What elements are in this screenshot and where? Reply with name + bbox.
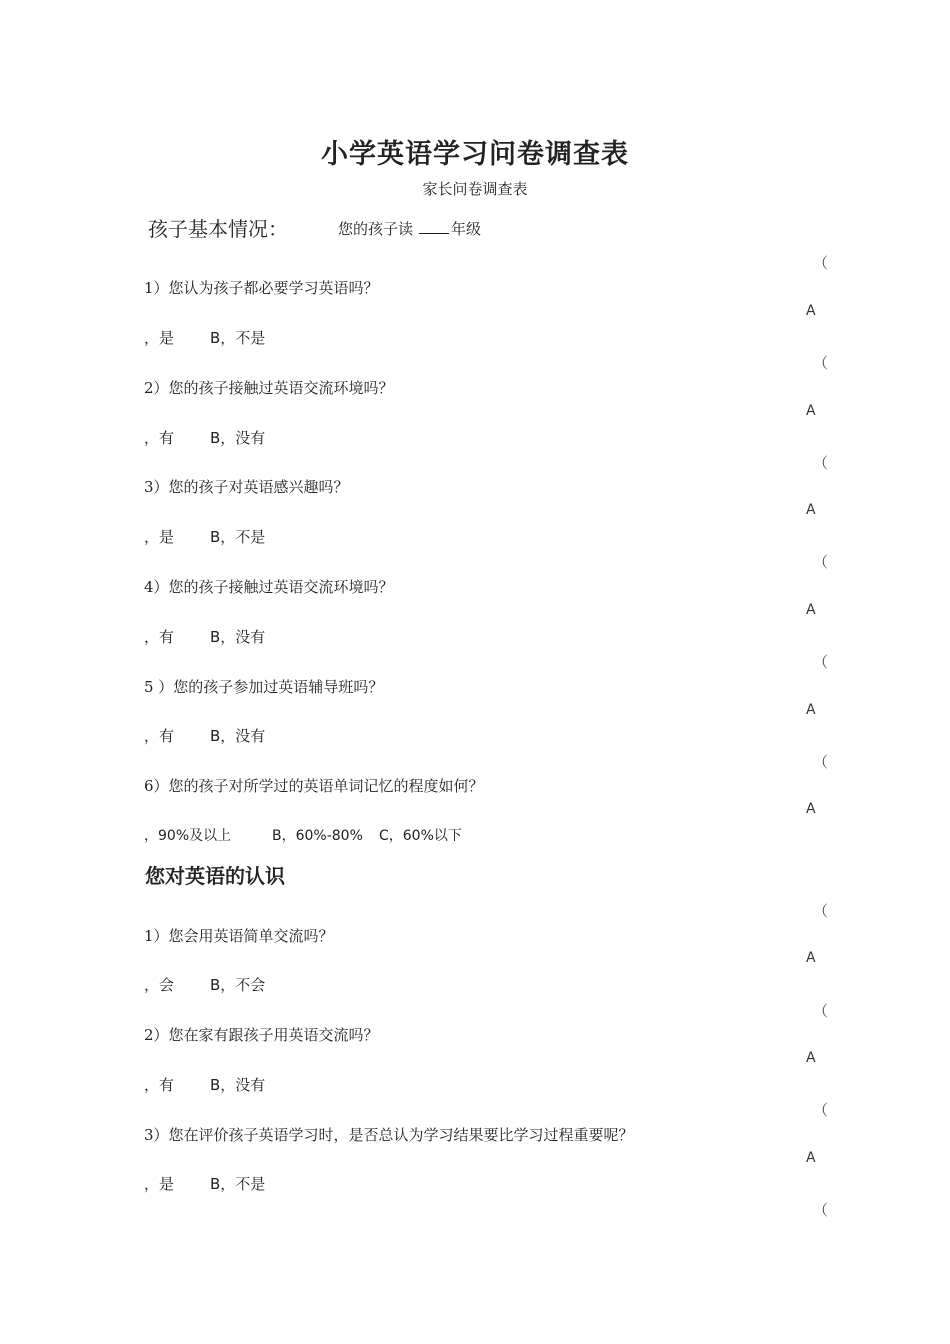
options-1-5 <box>144 725 265 746</box>
option[interactable]: ，有 <box>144 628 175 646</box>
answer-paren: （ <box>813 753 829 771</box>
option[interactable]: ，有 <box>144 1076 175 1094</box>
option[interactable]: ，会 <box>144 976 175 994</box>
option[interactable]: ，有 <box>144 727 175 745</box>
options-2-3 <box>144 1173 265 1194</box>
answer-paren: （ <box>813 1201 829 1219</box>
grade-line <box>338 218 481 239</box>
answer-paren: （ <box>813 1101 829 1119</box>
option[interactable]: ，有 <box>144 429 175 447</box>
option[interactable]: ，90%及以上 <box>144 828 232 844</box>
answer-marker: A <box>806 502 816 518</box>
options-1-2 <box>144 427 265 448</box>
question-1-6: 6）您的孩子对所学过的英语单词记忆的程度如何？ <box>144 777 484 795</box>
question-1-2: 2）您的孩子接触过英语交流环境吗？ <box>144 379 394 397</box>
answer-marker: A <box>806 602 816 618</box>
question-2-3: 3）您在评价孩子英语学习时，是否总认为学习结果要比学习过程重要呢？ <box>144 1126 634 1144</box>
answer-paren: （ <box>813 902 829 920</box>
document-subtitle: 家长问卷调查表 <box>422 180 528 198</box>
options-2-2 <box>144 1074 265 1095</box>
option[interactable]: B，不会 <box>210 976 266 994</box>
option[interactable]: B，没有 <box>210 628 266 646</box>
options-1-1 <box>144 327 265 348</box>
option[interactable]: ，是 <box>144 528 175 546</box>
option[interactable]: B，没有 <box>210 727 266 745</box>
answer-paren: （ <box>813 653 829 671</box>
option[interactable]: B，不是 <box>210 528 266 546</box>
options-1-4 <box>144 626 265 647</box>
grade-suffix: 年级 <box>451 220 482 238</box>
answer-marker: A <box>806 950 816 966</box>
option[interactable]: B，不是 <box>210 1175 266 1193</box>
option[interactable]: ，是 <box>144 329 175 347</box>
option[interactable]: B，60%-80% <box>272 828 363 844</box>
option[interactable]: ，是 <box>144 1175 175 1193</box>
answer-paren: （ <box>813 354 829 372</box>
document-title: 小学英语学习问卷调查表 <box>321 139 629 170</box>
answer-marker: A <box>806 303 816 319</box>
question-2-2: 2）您在家有跟孩子用英语交流吗？ <box>144 1026 379 1044</box>
section-heading-english-awareness: 您对英语的认识 <box>145 864 285 888</box>
answer-paren: （ <box>813 553 829 571</box>
option[interactable]: B，不是 <box>210 329 266 347</box>
question-1-5: 5 ）您的孩子参加过英语辅导班吗？ <box>144 678 384 696</box>
grade-blank[interactable] <box>419 219 449 234</box>
question-1-1: 1）您认为孩子都必要学习英语吗？ <box>144 279 379 297</box>
options-1-3 <box>144 526 265 547</box>
options-2-1 <box>144 974 265 995</box>
answer-marker: A <box>806 1150 816 1166</box>
answer-marker: A <box>806 403 816 419</box>
option[interactable]: B，没有 <box>210 429 266 447</box>
question-2-1: 1）您会用英语简单交流吗？ <box>144 927 334 945</box>
option[interactable]: C，60%以下 <box>379 828 462 844</box>
option[interactable]: B，没有 <box>210 1076 266 1094</box>
question-1-4: 4）您的孩子接触过英语交流环境吗？ <box>144 578 394 596</box>
options-1-6 <box>144 825 462 845</box>
answer-paren: （ <box>813 454 829 472</box>
answer-paren: （ <box>813 254 829 272</box>
question-1-3: 3）您的孩子对英语感兴趣吗？ <box>144 478 349 496</box>
answer-marker: A <box>806 702 816 718</box>
answer-marker: A <box>806 1050 816 1066</box>
answer-paren: （ <box>813 1002 829 1020</box>
section-heading-child-info: 孩子基本情况： <box>148 217 288 241</box>
answer-marker: A <box>806 801 816 817</box>
grade-prefix: 您的孩子读 <box>338 220 414 238</box>
